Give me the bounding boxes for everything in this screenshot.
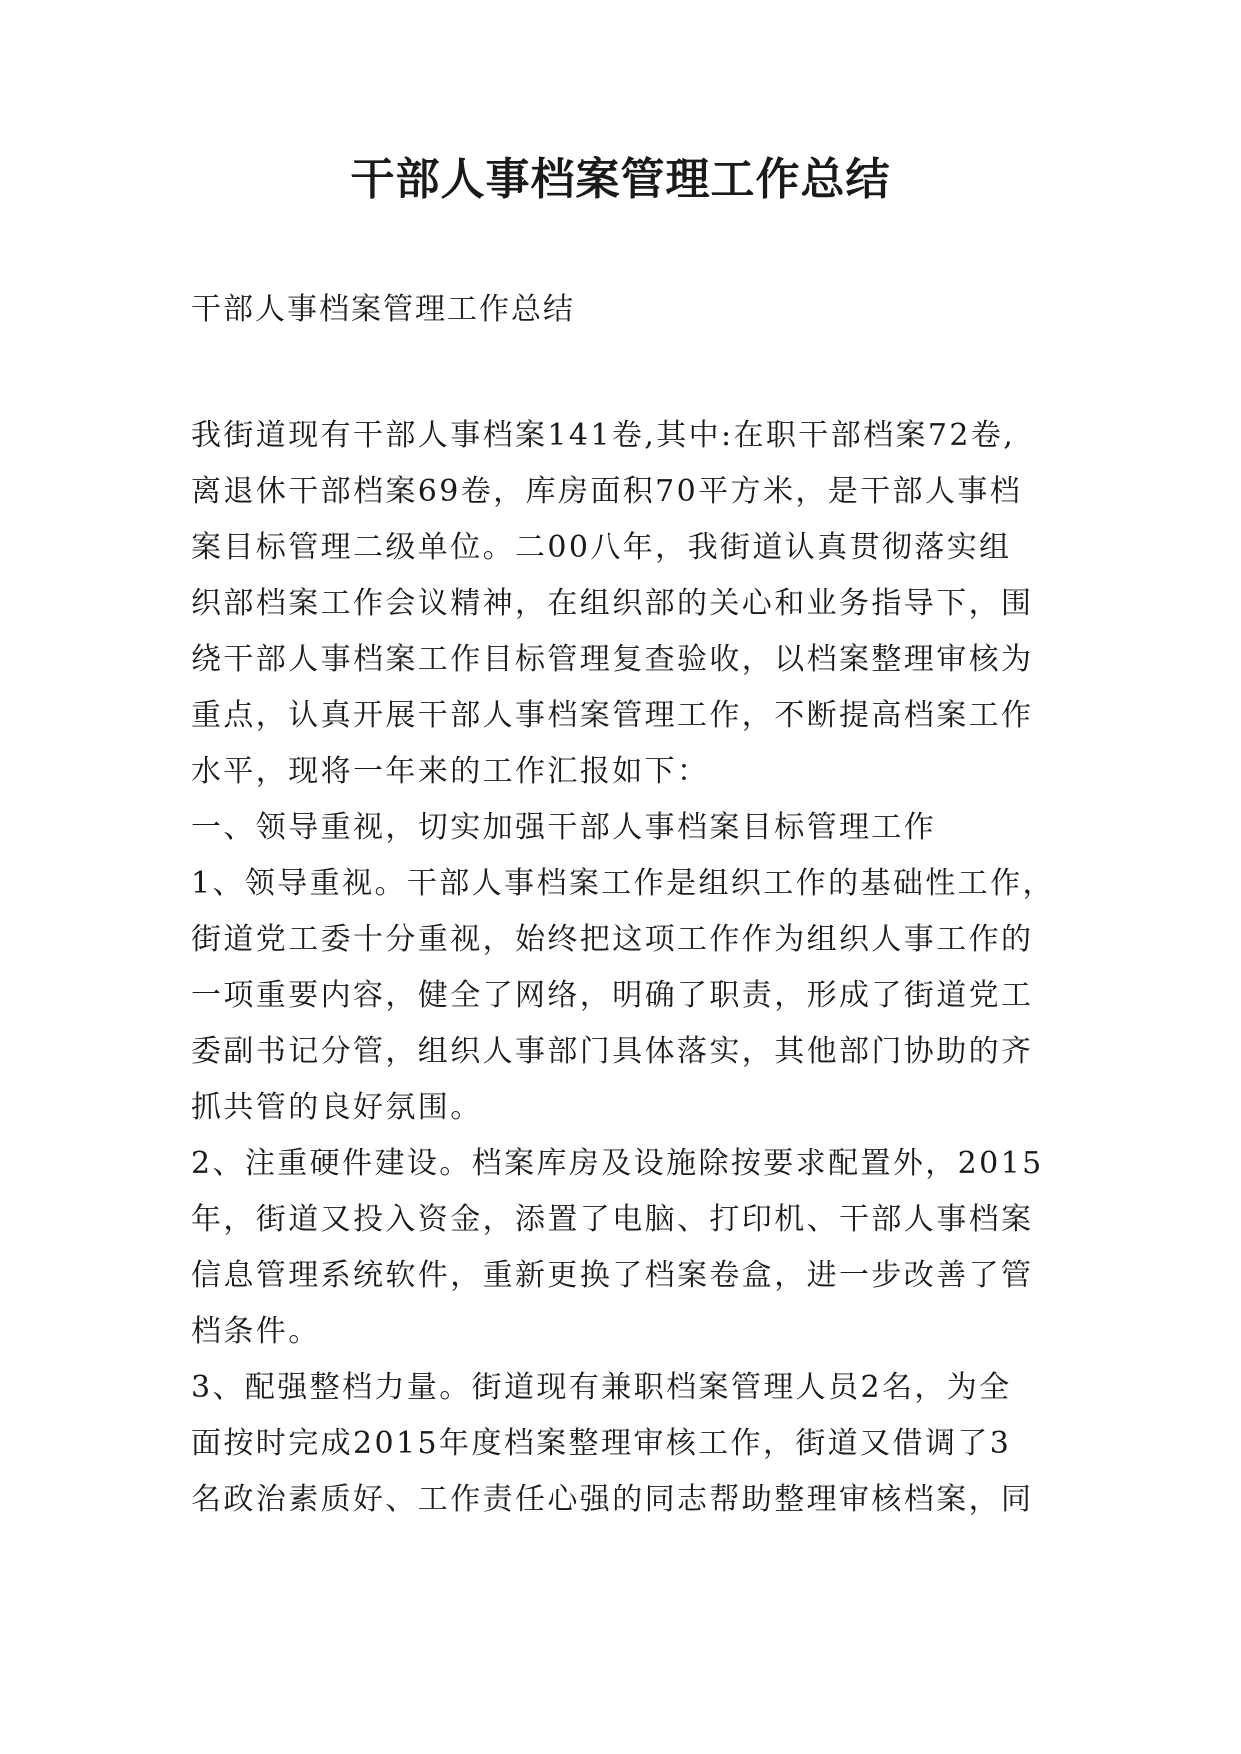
body-line: 离退休干部档案69卷，库房面积70平方米，是干部人事档 bbox=[191, 474, 1023, 509]
body-line: 信息管理系统软件，重新更换了档案卷盒，进一步改善了管 bbox=[191, 1258, 1034, 1293]
body-line: 档条件。 bbox=[191, 1314, 321, 1349]
body-line: 一项重要内容，健全了网络，明确了职责，形成了街道党工 bbox=[191, 978, 1034, 1013]
body-line: 案目标管理二级单位。二00八年，我街道认真贯彻落实组 bbox=[191, 530, 1012, 565]
section-heading: 一、领导重视，切实加强干部人事档案目标管理工作 bbox=[191, 810, 937, 845]
body-line: 抓共管的良好氛围。 bbox=[191, 1090, 483, 1125]
body-line: 2、注重硬件建设。档案库房及设施除按要求配置外，2015 bbox=[191, 1146, 1044, 1181]
body-line: 我街道现有干部人事档案141卷,其中:在职干部档案72卷, bbox=[191, 418, 1016, 453]
body-line: 水平，现将一年来的工作汇报如下： bbox=[191, 754, 710, 789]
body-line: 重点，认真开展干部人事档案管理工作，不断提高档案工作 bbox=[191, 698, 1034, 733]
body-line: 名政治素质好、工作责任心强的同志帮助整理审核档案，同 bbox=[191, 1482, 1034, 1517]
document-body bbox=[191, 408, 1071, 1528]
body-line: 委副书记分管，组织人事部门具体落实，其他部门协助的齐 bbox=[191, 1034, 1034, 1069]
body-line: 织部档案工作会议精神，在组织部的关心和业务指导下，围 bbox=[191, 586, 1034, 621]
document-title: 干部人事档案管理工作总结 bbox=[350, 154, 891, 205]
document-subtitle: 干部人事档案管理工作总结 bbox=[191, 292, 575, 327]
body-line: 3、配强整档力量。街道现有兼职档案管理人员2名，为全 bbox=[191, 1370, 1012, 1405]
body-line: 1、领导重视。干部人事档案工作是组织工作的基础性工作， bbox=[191, 866, 1055, 901]
body-line: 面按时完成2015年度档案整理审核工作，街道又借调了3 bbox=[191, 1426, 1012, 1461]
body-line: 年，街道又投入资金，添置了电脑、打印机、干部人事档案 bbox=[191, 1202, 1034, 1237]
body-line: 绕干部人事档案工作目标管理复查验收，以档案整理审核为 bbox=[191, 642, 1034, 677]
body-line: 街道党工委十分重视，始终把这项工作作为组织人事工作的 bbox=[191, 922, 1034, 957]
